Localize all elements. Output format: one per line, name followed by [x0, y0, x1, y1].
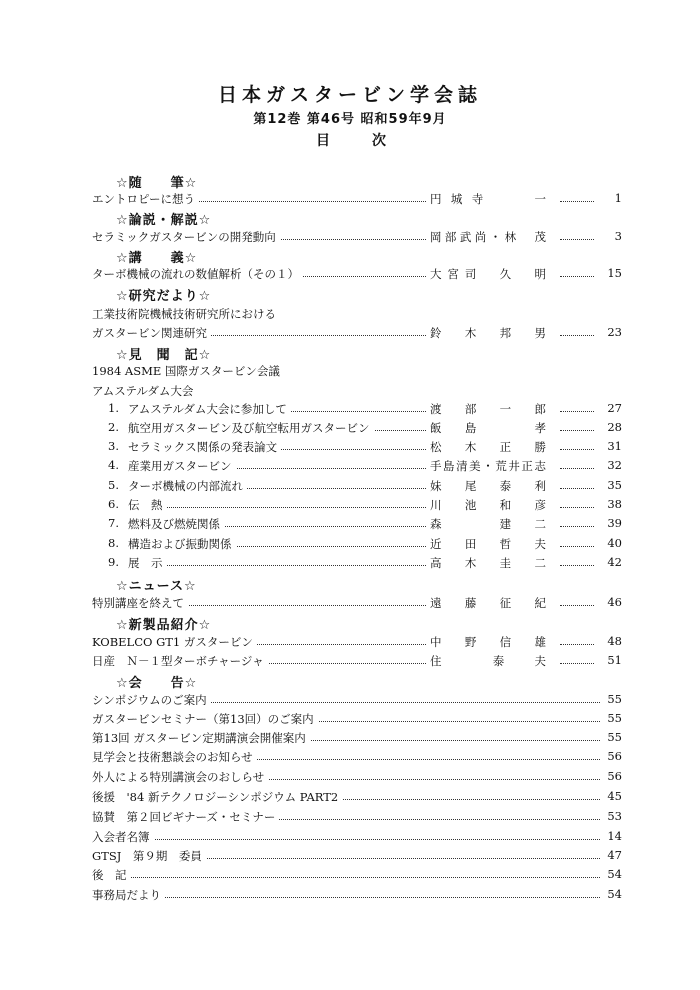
leader-dots: [132, 565, 426, 566]
entry-number: 5.: [108, 478, 119, 492]
entry-title: アムステルダム大会に参加して: [128, 401, 291, 417]
entry-author: 鈴 木 邦 男: [430, 326, 546, 340]
entry-page: 35: [607, 478, 622, 492]
toc-entry: [0, 730, 700, 748]
entry-page: 56: [607, 749, 622, 763]
toc-entry: [0, 229, 700, 247]
toc-entry: [0, 478, 700, 496]
entry-author: 大宮司 久 明: [430, 267, 546, 281]
entry-number: 3.: [108, 439, 119, 453]
entry-title: シンポジウムのご案内: [92, 692, 211, 708]
entry-author: 高 木 圭 二: [430, 556, 546, 570]
section-heading: ☆ニュース☆: [116, 579, 197, 594]
entry-page: 28: [607, 420, 622, 434]
leader-dots: [132, 507, 426, 508]
section-heading: ☆会 告☆: [116, 676, 198, 691]
section-heading: ☆見 聞 記☆: [116, 348, 212, 363]
entry-page: 39: [607, 516, 622, 530]
entry-title: 展 示: [128, 555, 167, 571]
entry-page: 55: [607, 711, 622, 725]
toc-entry: [0, 769, 700, 787]
entry-page: 40: [607, 536, 622, 550]
toc-entry: [0, 458, 700, 476]
entry-page: 1: [614, 191, 622, 205]
toc-text: アムステルダム大会: [92, 384, 194, 398]
entry-author: 渡 部 一 郎: [430, 402, 546, 416]
entry-number: 2.: [108, 420, 119, 434]
leader-dots: [560, 488, 594, 489]
toc-text: 1984 ASME 国際ガスタービン会議: [92, 364, 280, 378]
entry-page: 51: [607, 653, 622, 667]
leader-dots: [560, 663, 594, 664]
leader-dots: [560, 430, 594, 431]
entry-number: 8.: [108, 536, 119, 550]
leader-dots: [96, 839, 600, 840]
entry-page: 42: [607, 555, 622, 569]
entry-title: セラミックガスタービンの開発動向: [92, 229, 280, 245]
toc-entry: [0, 497, 700, 515]
entry-title: ターボ機械の流れの数値解析（その１）: [92, 266, 303, 282]
entry-title: KOBELCO GT1 ガスタービン: [92, 634, 257, 650]
entry-page: 53: [607, 809, 622, 823]
toc-entry: [0, 401, 700, 419]
entry-title: 構造および振動関係: [128, 536, 236, 552]
toc-entry: [0, 439, 700, 457]
entry-title: 入会者名簿: [92, 829, 154, 845]
entry-page: 15: [607, 266, 622, 280]
entry-page: 55: [607, 730, 622, 744]
entry-page: 55: [607, 692, 622, 706]
leader-dots: [560, 335, 594, 336]
toc-entry: [0, 789, 700, 807]
issue-info: 第12巻 第46号 昭和59年9月: [253, 112, 447, 127]
section-heading: ☆論説・解説☆: [116, 213, 212, 228]
entry-title: セラミックス関係の発表論文: [128, 439, 281, 455]
entry-author: 妹 尾 泰 利: [430, 479, 546, 493]
leader-dots: [560, 565, 594, 566]
toc-entry: [0, 555, 700, 573]
leader-dots: [560, 644, 594, 645]
entry-author: 円城寺 一: [430, 192, 546, 206]
entry-page: 46: [607, 595, 622, 609]
entry-number: 7.: [108, 516, 119, 530]
toc-entry: [0, 692, 700, 710]
leader-dots: [560, 526, 594, 527]
entry-page: 48: [607, 634, 622, 648]
contents-heading-char-1: 目: [316, 133, 330, 149]
entry-author: 近 田 哲 夫: [430, 537, 546, 551]
toc-entry: [0, 266, 700, 284]
toc-entry: [0, 420, 700, 438]
toc-entry: [0, 749, 700, 767]
entry-page: 23: [607, 325, 622, 339]
entry-page: 38: [607, 497, 622, 511]
leader-dots: [560, 239, 594, 240]
leader-dots: [96, 877, 600, 878]
entry-title: 後 記: [92, 867, 131, 883]
entry-page: 32: [607, 458, 622, 472]
entry-number: 1.: [108, 401, 119, 415]
leader-dots: [560, 411, 594, 412]
entry-number: 9.: [108, 555, 119, 569]
entry-title: 産業用ガスタービン: [128, 458, 236, 474]
toc-entry: [0, 867, 700, 885]
contents-heading-char-2: 次: [372, 133, 386, 149]
entry-title: ガスタービンセミナー（第13回）のご案内: [92, 711, 318, 727]
entry-title: 後援 '84 新テクノロジーシンポジウム PART2: [92, 789, 342, 805]
entry-title: 日産 Ｎ－１型ターボチャージャ: [92, 653, 268, 669]
toc-entry: [0, 191, 700, 209]
entry-page: 14: [607, 829, 622, 843]
entry-title: GTSJ 第９期 委員: [92, 848, 206, 864]
journal-title: 日本ガスタービン学会誌: [217, 84, 482, 106]
entry-title: 伝 熱: [128, 497, 167, 513]
leader-dots: [560, 546, 594, 547]
toc-entry: [0, 829, 700, 847]
toc-entry: [0, 848, 700, 866]
entry-title: 見学会と技術懇談会のお知らせ: [92, 749, 257, 765]
entry-author: 岡部武尚・林 茂: [430, 230, 546, 244]
toc-entry: [0, 653, 700, 671]
entry-author: 松 木 正 勝: [430, 440, 546, 454]
leader-dots: [560, 449, 594, 450]
entry-title: 事務局だより: [92, 887, 165, 903]
entry-page: 47: [607, 848, 622, 862]
entry-author: 遠 藤 征 紀: [430, 596, 546, 610]
entry-author: 手島清美・荒井正志: [430, 459, 546, 473]
entry-title: 航空用ガスタービン及び航空転用ガスタービン: [128, 420, 374, 436]
toc-entry: [0, 711, 700, 729]
toc-entry: [0, 634, 700, 652]
entry-title: 外人による特別講演会のおしらせ: [92, 769, 268, 785]
toc-entry: [0, 516, 700, 534]
entry-author: 住 泰 夫: [430, 654, 546, 668]
toc-entry: [0, 325, 700, 343]
toc-entry: [0, 887, 700, 905]
leader-dots: [560, 468, 594, 469]
entry-title: 燃料及び燃焼関係: [128, 516, 224, 532]
leader-dots: [560, 201, 594, 202]
entry-page: 27: [607, 401, 622, 415]
entry-author: 森 建 二: [430, 517, 546, 531]
section-heading: ☆研究だより☆: [116, 289, 212, 304]
entry-title: 特別講座を終えて: [92, 595, 188, 611]
entry-page: 45: [607, 789, 622, 803]
section-heading: ☆随 筆☆: [116, 176, 198, 191]
toc-entry: [0, 595, 700, 613]
leader-dots: [560, 507, 594, 508]
entry-title: 第13回 ガスタービン定期講演会開催案内: [92, 730, 310, 746]
section-heading: ☆新製品紹介☆: [116, 618, 212, 633]
entry-title: 協賛 第２回ビギナーズ・セミナー: [92, 809, 279, 825]
toc-entry: [0, 809, 700, 827]
entry-title: ガスタービン関連研究: [92, 325, 211, 341]
toc-text: 工業技術院機械技術研究所における: [92, 307, 276, 321]
entry-author: 中 野 信 雄: [430, 635, 546, 649]
entry-title: ターボ機械の内部流れ: [128, 478, 247, 494]
section-heading: ☆講 義☆: [116, 251, 198, 266]
entry-page: 54: [607, 867, 622, 881]
leader-dots: [96, 897, 600, 898]
leader-dots: [560, 276, 594, 277]
entry-author: 飯 島 孝: [430, 421, 546, 435]
leader-dots: [560, 605, 594, 606]
entry-page: 3: [614, 229, 622, 243]
entry-page: 54: [607, 887, 622, 901]
entry-title: エントロピーに想う: [92, 191, 199, 207]
toc-entry: [0, 536, 700, 554]
entry-author: 川 池 和 彦: [430, 498, 546, 512]
entry-page: 56: [607, 769, 622, 783]
entry-page: 31: [607, 439, 622, 453]
entry-number: 4.: [108, 458, 119, 472]
entry-number: 6.: [108, 497, 119, 511]
